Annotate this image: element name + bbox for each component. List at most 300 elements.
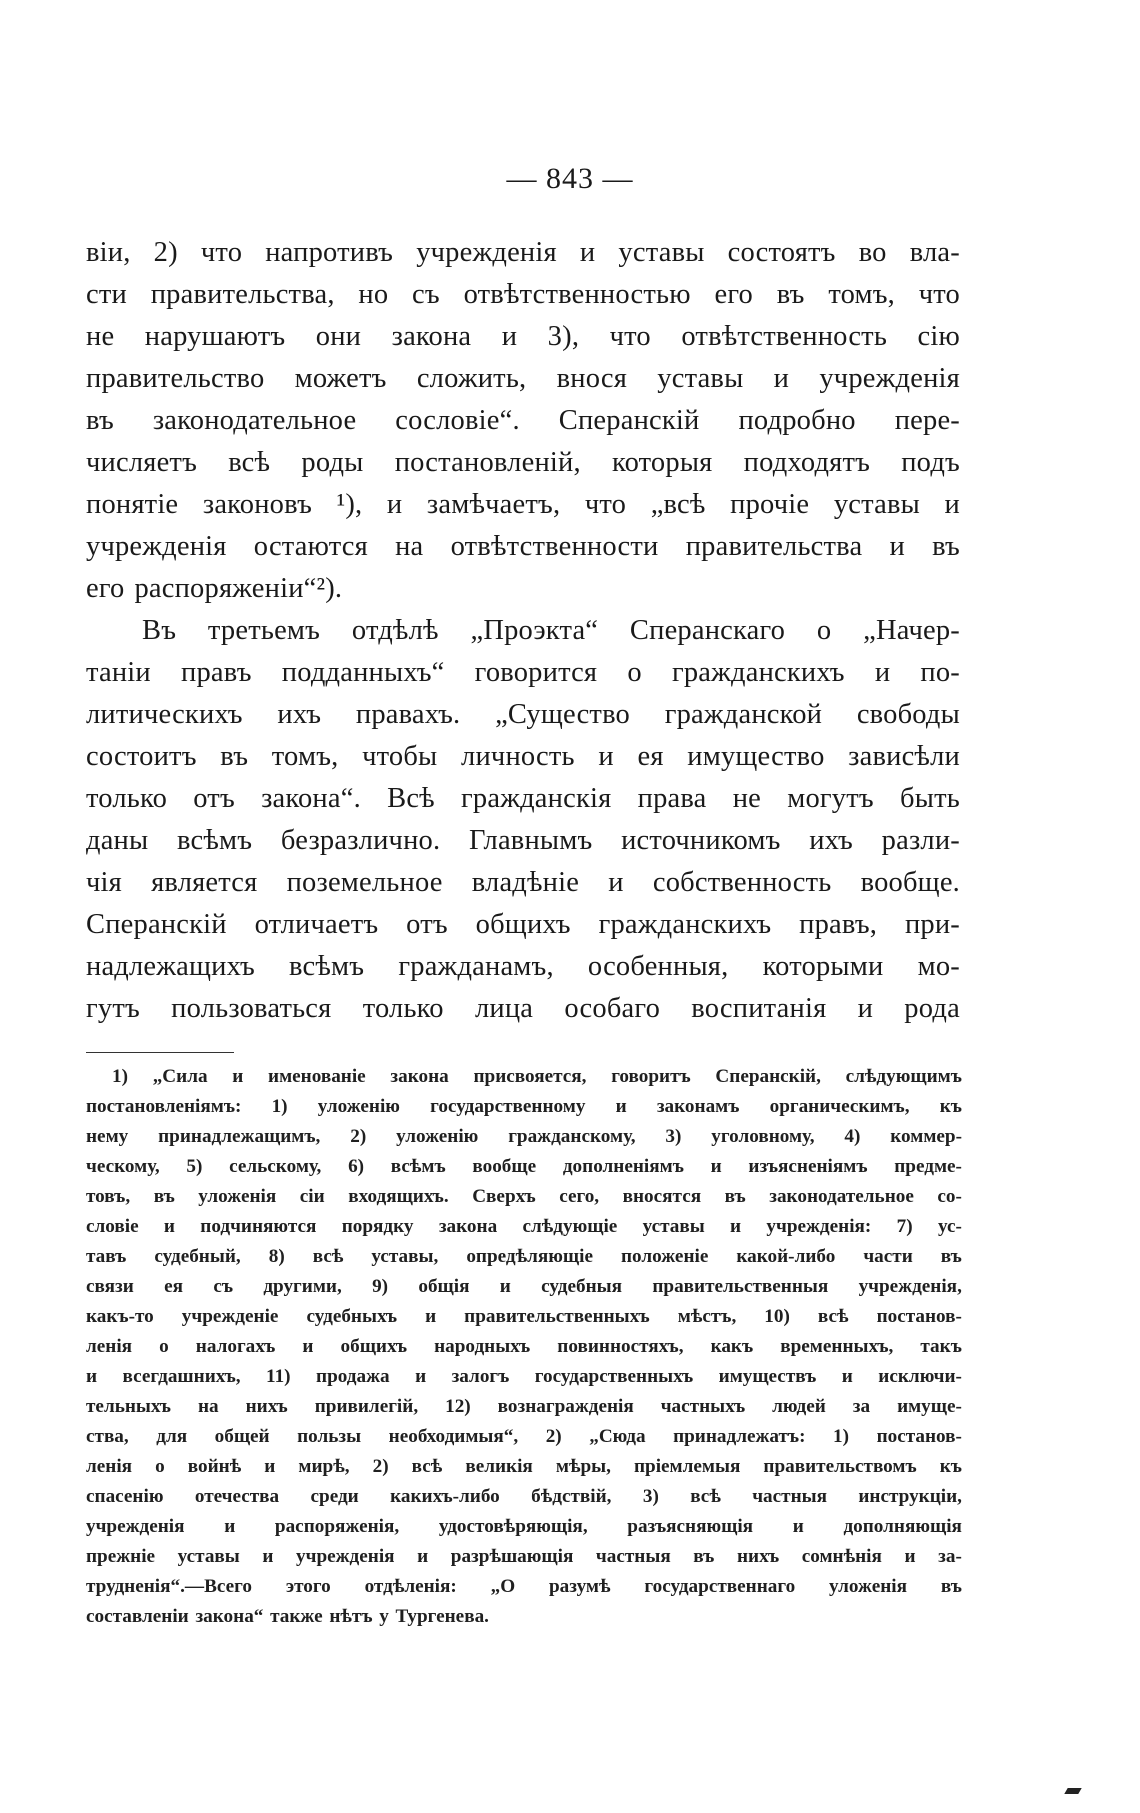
body-line [86,694,960,736]
word: законамъ [656,1096,740,1117]
word: сомнѣнія [801,1546,882,1567]
word: отвѣтственность [681,321,888,352]
word: именованіе [268,1066,366,1087]
word: всѣмъ [177,825,253,856]
word: во [858,237,887,268]
word: и [386,489,403,520]
word: отвѣтственности [450,531,659,562]
word: всѣ [411,1456,443,1477]
body-text [86,232,960,1030]
word: рода [904,993,960,1024]
word: принадлежатъ: [673,1426,806,1447]
word: постановленій, [394,447,581,478]
word: отдѣлѣ [351,615,439,646]
word: за [852,1396,871,1417]
word: при- [904,909,960,940]
footnote-line [86,1272,962,1302]
word: что [609,321,651,352]
word: ея [164,1276,183,1297]
word: пере- [894,405,960,436]
word: о [159,1336,169,1357]
footnote-line [86,1362,962,1392]
word: уставы [833,489,920,520]
word: правъ [181,657,252,688]
word: „Проэкта“ [470,615,599,646]
word: и [302,1336,314,1357]
word: 2) [545,1426,562,1447]
word: сіи [299,1186,325,1207]
word: и [163,1216,175,1237]
word: залогъ [451,1366,510,1387]
footnote-line [86,1482,962,1512]
word: въ [776,279,805,310]
word: ленія [86,1456,133,1477]
word: постанов- [876,1306,962,1327]
word: учрежденія [296,1546,395,1567]
word: какихъ-либо [390,1486,500,1507]
word: подчиняются [200,1216,317,1237]
word: учрежденія [86,531,227,562]
word: правительствомъ [763,1456,917,1477]
word: 5) [186,1156,203,1177]
word: Сверхъ [472,1186,536,1207]
word: предме- [894,1156,962,1177]
word: входящихъ. [348,1186,449,1207]
word: въ [693,1546,715,1567]
word: и [615,1096,627,1117]
word: вознагражденія [497,1396,634,1417]
word: у [379,1606,389,1627]
footnote-line [86,1182,962,1212]
word: могутъ [787,783,874,814]
word: правахъ. [355,699,461,730]
footnote-line [86,1302,962,1332]
word: также [270,1606,323,1627]
page-number: — 843 — [506,162,634,195]
word: и [86,1366,98,1387]
word: какъ-то [86,1306,154,1327]
word: гражданскому, [508,1126,636,1147]
word: является [151,867,258,898]
footnote-line [86,1212,962,1242]
footnote-line [86,1422,962,1452]
word: чтобы [362,741,438,772]
word: 6) [348,1156,365,1177]
word: привилегій, [314,1396,419,1417]
word: государственнаго [644,1576,796,1597]
word: и [792,1516,804,1537]
word: быть [900,783,960,814]
word: пользоваться [171,993,332,1024]
word: и [425,1306,437,1327]
word: распоряженіи“²). [134,573,343,604]
word: собственность [652,867,832,898]
word: нарушаютъ [144,321,286,352]
word: вообще. [860,867,960,898]
word: тавъ [86,1246,127,1267]
word: въ [724,1186,746,1207]
word: что [200,237,243,268]
word: разрѣшающія [450,1546,574,1567]
word: „Существо [495,699,630,730]
word: разумѣ [549,1576,611,1597]
word: отвѣтственностью [463,279,691,310]
footnote-line [86,1242,962,1272]
word: въ [940,1246,962,1267]
word: уложенія [829,1576,907,1597]
word: закона“. [261,783,361,814]
word: по- [920,657,960,688]
word: временныхъ, [780,1336,894,1357]
word: Въ [142,615,177,646]
word: и [579,237,596,268]
footnote-line [86,1542,962,1572]
word: которыми [762,951,884,982]
word: 12) [445,1396,471,1417]
word: за- [938,1546,962,1567]
footnote-rule [86,1052,234,1053]
body-line [86,820,960,862]
word: и [841,1366,853,1387]
word: какой-либо [736,1246,836,1267]
word: какъ [710,1336,754,1357]
word: состоятъ [727,237,836,268]
word: разъясняющія [627,1516,754,1537]
word: ус- [937,1216,962,1237]
body-line [86,442,960,484]
word: мо- [917,951,960,982]
word: 3) [642,1486,659,1507]
word: законовъ [202,489,313,520]
footnote-line [86,1062,962,1092]
word: ихъ [809,825,853,856]
word: вносятся [622,1186,702,1207]
word: 1) [271,1096,288,1117]
word: составленіи [86,1606,189,1627]
word: и [874,657,891,688]
word: сего, [559,1186,600,1207]
word: нихъ [736,1546,780,1567]
word: чія [86,867,122,898]
word: и [710,1156,722,1177]
word: опредѣляющіе [466,1246,593,1267]
word: къ [939,1456,962,1477]
footnote-line [86,1392,962,1422]
body-line [86,904,960,946]
word: правительства, [150,279,335,310]
word: со- [937,1186,962,1207]
word: удостовѣряющія, [438,1516,588,1537]
footnote-line [86,1602,962,1632]
body-line [86,400,960,442]
word: постановленіямъ: [86,1096,242,1117]
word: нѣтъ [329,1606,373,1627]
footnote-line [86,1152,962,1182]
word: людей [772,1396,826,1417]
footnote-line [86,1332,962,1362]
word: великія [465,1456,533,1477]
word: дополненіямъ [562,1156,684,1177]
word: понятіе [86,489,179,520]
word: коммер- [890,1126,962,1147]
word: и [889,531,905,562]
word: учрежденіе [181,1306,279,1327]
word: пользы [297,1426,362,1447]
word: общихъ [340,1336,408,1357]
word: судебныхъ [306,1306,398,1327]
word: гражданскихъ [598,909,772,940]
word: ея [637,741,664,772]
word: учрежденія [819,363,960,394]
word: гражданамъ, [398,951,554,982]
body-line [86,736,960,778]
word: учрежденія [86,1516,185,1537]
word: отъ [406,909,448,940]
word: учрежденія [416,237,557,268]
word: этого [285,1576,331,1597]
word: „всѣ [650,489,706,520]
word: замѣчаетъ, [426,489,561,520]
word: сельскому, [229,1156,322,1177]
word: инструкціи, [858,1486,962,1507]
word: состоитъ [86,741,197,772]
word: воспитанія [691,993,827,1024]
word: подданныхъ“ [281,657,445,688]
word: судебный, [154,1246,241,1267]
word: присвояется, [473,1066,587,1087]
word: „Сила [152,1066,208,1087]
word: владѣніе [471,867,580,898]
word: правительство [86,363,265,394]
word: распоряженія, [274,1516,400,1537]
word: его [714,279,753,310]
word: 7) [896,1216,913,1237]
word: 4) [844,1126,861,1147]
word: и [262,1546,274,1567]
word: уголовному, [711,1126,815,1147]
word: налогахъ [195,1336,276,1357]
word: порядку [341,1216,414,1237]
word: закона“ [195,1606,264,1627]
word: всѣмъ [289,951,365,982]
word: особаго [564,993,661,1024]
word: ства, [86,1426,129,1447]
word: уставы [657,363,744,394]
word: и [608,867,624,898]
word: віи, [86,237,131,268]
word: вла- [909,237,960,268]
word: правительства [685,531,863,562]
body-line [86,526,960,568]
word: органическимъ, [769,1096,910,1117]
word: необходимыя“, [388,1426,519,1447]
body-line [86,862,960,904]
word: сти [86,279,127,310]
word: напротивъ [265,237,394,268]
word: общихъ [475,909,571,940]
word: зависѣли [848,741,960,772]
word: источникомъ [621,825,781,856]
word: народныхъ [434,1336,531,1357]
body-line [86,652,960,694]
word: говоритъ [611,1066,691,1087]
word: общія [418,1276,470,1297]
footnote-line [86,1092,962,1122]
word: законодательное [152,405,357,436]
word: отдѣленія: [364,1576,457,1597]
word: мѣры, [555,1456,611,1477]
word: всегдашнихъ, [122,1366,241,1387]
word: тельныхъ [86,1396,171,1417]
word: къ [939,1096,962,1117]
word: прежніе [86,1546,156,1567]
word: исключи- [878,1366,962,1387]
word: говорится [474,657,598,688]
word: всѣмъ [390,1156,446,1177]
word: отличаетъ [254,909,379,940]
word: частныя [595,1546,671,1567]
body-line [86,274,960,316]
footnotes [86,1062,962,1632]
word: пріемлемыя [633,1456,741,1477]
word: сословіе“. [395,405,520,436]
body-line [86,232,960,274]
word: всѣ [690,1486,721,1507]
word: всѣ [228,447,271,478]
word: уставы [618,237,705,268]
word: изъясненіямъ [748,1156,868,1177]
word: войнѣ [187,1456,242,1477]
word: и [773,363,790,394]
word: уставы, [371,1246,439,1267]
word: о [155,1456,165,1477]
word: литическихъ [86,699,243,730]
body-line [86,610,960,652]
word: 1) [833,1426,850,1447]
word: закона [391,321,472,352]
word: подъ [901,447,960,478]
word: въ [940,1576,962,1597]
word: и [857,993,874,1024]
word: частныя [752,1486,827,1507]
word: 2) [153,237,178,268]
word: даны [86,825,149,856]
word: въ [220,741,249,772]
word: что [918,279,960,310]
word: общей [214,1426,270,1447]
word: Сперанскаго [629,615,786,646]
word: уложенію [396,1126,479,1147]
word: что [584,489,627,520]
word: части [863,1246,913,1267]
word: и [499,1276,511,1297]
footnote-line [86,1572,962,1602]
word: только [86,783,168,814]
word: числяетъ [86,447,198,478]
word: которыя [611,447,713,478]
word: гражданскихъ [671,657,845,688]
word: таніи [86,657,151,688]
word: сію [917,321,960,352]
word: о [816,615,832,646]
word: „Сюда [589,1426,646,1447]
word: и [417,1546,429,1567]
word: безразлично. [280,825,441,856]
word: но [358,279,389,310]
word: особенныя, [587,951,729,982]
word: государственному [430,1096,586,1117]
body-line [86,568,960,610]
word: и [264,1456,276,1477]
word: ихъ [277,699,322,730]
word: связи [86,1276,134,1297]
word: въ [932,531,960,562]
word: уставы [177,1546,240,1567]
body-line [86,316,960,358]
word: на [197,1396,219,1417]
word: третьемъ [207,615,321,646]
word: бѣдствій, [531,1486,612,1507]
word: „О [490,1576,516,1597]
body-line [86,988,960,1030]
word: Сперанскій [558,405,700,436]
word: и [415,1366,427,1387]
word: и [224,1516,236,1537]
word: 10) [764,1306,790,1327]
word: другими, [263,1276,342,1297]
word: ленія [86,1336,133,1357]
word: роды [301,447,364,478]
word: закона [438,1216,498,1237]
word: поземельное [286,867,443,898]
word: отъ [193,783,235,814]
word: и [904,1546,916,1567]
word: томъ, [271,741,339,772]
word: права [637,783,707,814]
word: имуще- [897,1396,962,1417]
word: „Начер- [863,615,960,646]
word: имущество [687,741,825,772]
word: Главнымъ [468,825,593,856]
word: его [86,573,125,604]
word: и [232,1066,244,1087]
word: уложенію [317,1096,400,1117]
word: постанов- [876,1426,962,1447]
word: внося [556,363,628,394]
word: спасенію [86,1486,164,1507]
word: на [395,531,424,562]
word: среди [310,1486,359,1507]
word: 11) [266,1366,291,1387]
word: законодательное [769,1186,914,1207]
word: для [156,1426,188,1447]
word: только [362,993,444,1024]
footnote-line [86,1122,962,1152]
body-line [86,946,960,988]
word: словіе [86,1216,139,1237]
word: продажа [316,1366,390,1387]
word: ческому, [86,1156,160,1177]
word: 8) [268,1246,285,1267]
word: лица [474,993,534,1024]
word: слѣдующимъ [845,1066,962,1087]
word: нихъ [245,1396,288,1417]
word: свободы [856,699,960,730]
word: принадлежащимъ, [158,1126,321,1147]
word: гражданскія [461,783,612,814]
word: сложить, [416,363,527,394]
word: Всѣ [387,783,435,814]
